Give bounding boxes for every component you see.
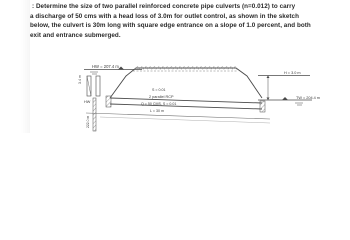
problem-prefix: : <box>32 3 36 10</box>
hw-side-label: HW <box>84 100 91 104</box>
ground-line <box>86 113 270 123</box>
head-loss-label: H = 3.0 m <box>284 71 301 75</box>
problem-line-2: a discharge of 50 cms with a head loss of 3.0m for outlet control, as shown in the sketch <box>30 12 299 20</box>
left-height-label: 3.4 m <box>78 75 82 84</box>
slope-label: S = 0.01 <box>152 88 166 92</box>
culvert-barrel <box>106 96 265 112</box>
pipe-description-label: 2 parallel RCP <box>149 95 174 99</box>
tailwater-elevation-label: TW = 204.4 m <box>296 96 320 100</box>
problem-line-4: exit and entrance submerged. <box>30 31 121 39</box>
length-label: L = 30 m <box>150 109 164 113</box>
tailwater-level <box>258 76 312 106</box>
headwater-elevation-label: HW = 207.4 m <box>92 64 119 69</box>
left-depth-label: 222.0 m <box>86 115 90 128</box>
problem-line-1-text: Determine the size of two parallel reinforced concrete pipe culverts (n=0.012) to carry <box>35 3 296 10</box>
discharge-label: Q = 50 CMS, S = 0.01 <box>141 102 177 106</box>
embankment-profile <box>110 66 262 98</box>
problem-line-3: below, the culvert is 30m long with square edge entrance on a slope of 1.0 percent, and both <box>30 22 311 30</box>
